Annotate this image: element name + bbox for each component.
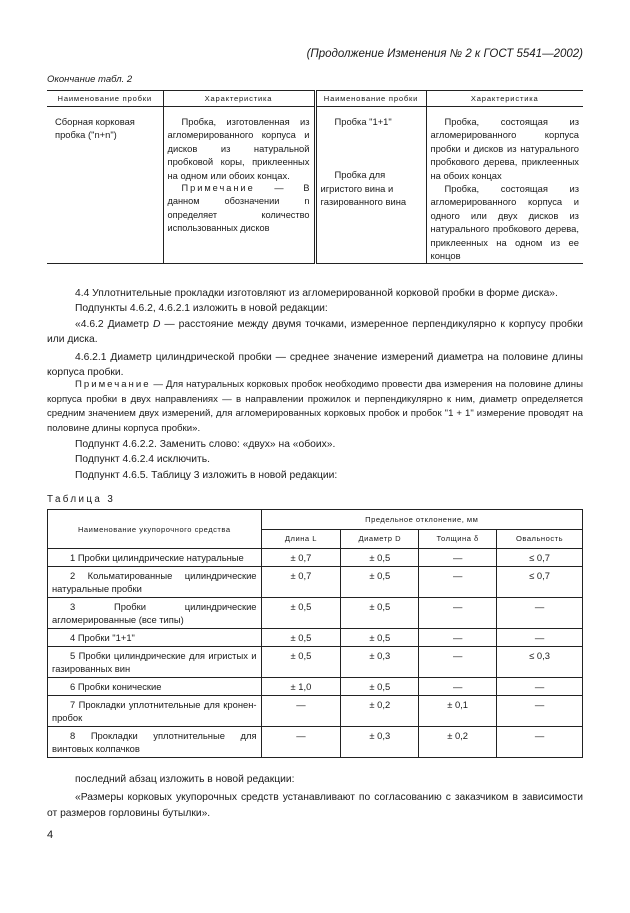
- note-paragraph: [47, 378, 583, 436]
- table3-cell-l: ± 1,0: [261, 678, 341, 696]
- table3-cell-o: —: [497, 598, 583, 629]
- table-row: [48, 696, 583, 727]
- table3-cell-t: —: [419, 647, 497, 678]
- table3-cell-o: —: [497, 678, 583, 696]
- table3-cell-o: —: [497, 696, 583, 727]
- table3-header-col: Толщина δ: [419, 529, 497, 549]
- table-3: [47, 509, 583, 758]
- table3-cell-t: —: [419, 549, 497, 567]
- table3-cell-l: ± 0,5: [261, 647, 341, 678]
- table3-cell-o: —: [497, 629, 583, 647]
- table3-cell-d: ± 0,3: [341, 727, 419, 758]
- table3-cell-name: 1 Пробки цилиндрические натуральные: [48, 549, 262, 567]
- paragraph: Подпункт 4.6.2.4 исключить.: [75, 454, 210, 466]
- table3-cell-l: ± 0,5: [261, 598, 341, 629]
- table3-cell-d: ± 0,2: [341, 696, 419, 727]
- note-label: Примечание: [181, 183, 255, 194]
- table3-cell-l: ± 0,7: [261, 549, 341, 567]
- table-row: [48, 598, 583, 629]
- table3-cell-d: ± 0,5: [341, 678, 419, 696]
- table3-cell-t: —: [419, 629, 497, 647]
- continuation-header: (Продолжение Изменения № 2 к ГОСТ 5541—2002): [306, 48, 583, 60]
- table3-cell-l: —: [261, 727, 341, 758]
- table3-cell-l: ± 0,7: [261, 567, 341, 598]
- table3-cell-name: 6 Пробки конические: [48, 678, 262, 696]
- desc-left-text: Пробка, изготовленная из агломерированного корпуса и дисков из натуральной пробковой коры, приклеенных на одном или обоих концах.: [167, 116, 310, 181]
- table-row: [48, 647, 583, 678]
- table2-header: Наименование пробки: [315, 91, 426, 107]
- table-row: [48, 629, 583, 647]
- table-row: [48, 567, 583, 598]
- table3-cell-name: 5 Пробки цилиндрические для игристых и газированных вин: [48, 647, 262, 678]
- table3-header-name: Наименование укупорочного средства: [48, 510, 262, 549]
- table3-cell-t: ± 0,2: [419, 727, 497, 758]
- note-text: — Для натуральных корковых пробок необходимо провести два измерения на половине длины корпуса пробки в двух направлениях — в направлении прожилок и перпендикулярно к ним, диаметр определяется средним значением двух измерений, для агломерированных корковых пробок и пробок "1 + 1" измерение проводят на половине длины корпуса пробки».: [47, 379, 583, 434]
- table3-cell-o: ≤ 0,7: [497, 549, 583, 567]
- table3-cell-t: ± 0,1: [419, 696, 497, 727]
- page-number: 4: [47, 829, 54, 841]
- table2-caption: Окончание табл. 2: [47, 74, 133, 85]
- table3-cell-name: 3 Пробки цилиндрические агломерированные (все типы): [48, 598, 262, 629]
- table2-cell-desc-right: [426, 107, 583, 264]
- paragraph: Подпункты 4.6.2, 4.6.2.1 изложить в новой редакции:: [75, 303, 328, 315]
- body-text: [47, 286, 583, 380]
- table3-cell-d: ± 0,5: [341, 567, 419, 598]
- table3-cell-o: ≤ 0,7: [497, 567, 583, 598]
- desc-right-1: Пробка, состоящая из агломерированного корпуса пробки и дисков из натурального пробкового дерева, приклеенных на обоих концах: [430, 116, 579, 181]
- paragraph: [47, 317, 583, 348]
- table3-cell-d: ± 0,3: [341, 647, 419, 678]
- table3-cell-name: 7 Прокладки уплотнительные для кронен-пробок: [48, 696, 262, 727]
- table-2: [47, 90, 583, 264]
- paragraph: последний абзац изложить в новой редакции:: [75, 774, 295, 785]
- paragraph: Подпункт 4.6.5. Таблицу 3 изложить в новой редакции:: [75, 469, 338, 481]
- table3-caption: Таблица 3: [47, 494, 116, 505]
- desc-left-note: [168, 182, 310, 236]
- table2-cell-desc-left: [163, 107, 315, 264]
- table3-cell-name: 2 Кольматированные цилиндрические натуральные пробки: [48, 567, 262, 598]
- table3-cell-name: 4 Пробки "1+1": [48, 629, 262, 647]
- name-right-2: Пробка для игристого вина и газированного вина: [320, 169, 407, 208]
- paragraph: 4.6.2.1 Диаметр цилиндрической пробки — среднее значение измерений диаметра на половине длины корпуса пробки.: [47, 351, 583, 379]
- p3-part: «4.6.2 Диаметр: [75, 318, 153, 330]
- table3-cell-t: —: [419, 678, 497, 696]
- table3-cell-o: —: [497, 727, 583, 758]
- table-row: [48, 727, 583, 758]
- table3-header-group: Предельное отклонение, мм: [261, 510, 582, 530]
- table2-cell-name-left: Сборная корковая пробка ("n+n"): [55, 116, 135, 141]
- table-row: [48, 678, 583, 696]
- table3-cell-t: —: [419, 567, 497, 598]
- variable-d: D: [152, 318, 161, 330]
- table2-cell-name-right: [315, 107, 426, 264]
- table3-cell-t: —: [419, 598, 497, 629]
- table-row: [48, 549, 583, 567]
- table2-header: Наименование пробки: [47, 91, 163, 107]
- table3-cell-l: ± 0,5: [261, 629, 341, 647]
- table3-cell-d: ± 0,5: [341, 549, 419, 567]
- body-text-2: [47, 437, 583, 483]
- paragraph: Подпункт 4.6.2.2. Заменить слово: «двух» на «обоих».: [75, 439, 336, 450]
- paragraph: 4.4 Уплотнительные прокладки изготовляют из агломерированной корковой пробки в форме диска».: [75, 288, 558, 299]
- table3-cell-l: —: [261, 696, 341, 727]
- table3-header-col: Овальность: [497, 529, 583, 549]
- paragraph: «Размеры корковых укупорочных средств устанавливают по согласованию с заказчиком в зависимости от размеров горловины бутылки».: [47, 792, 583, 819]
- table2-header: Характеристика: [426, 91, 583, 107]
- table3-header-col: Длина L: [261, 529, 341, 549]
- table3-cell-o: ≤ 0,3: [497, 647, 583, 678]
- name-right-1: Пробка "1+1": [334, 116, 392, 127]
- note-label: Примечание: [75, 379, 151, 390]
- table3-cell-name: 8 Прокладки уплотнительные для винтовых колпачков: [48, 727, 262, 758]
- table2-header: Характеристика: [163, 91, 315, 107]
- body-text-3: [47, 772, 583, 821]
- table3-cell-d: ± 0,5: [341, 629, 419, 647]
- desc-right-2: Пробка, состоящая из агломерированного корпуса и одного или двух дисков из натурального пробкового дерева, приклеенных на одном из ее концов: [430, 183, 579, 262]
- p3-part: — расстояние между двумя точками, измеренное перпендикулярно к корпусу пробки или диска.: [47, 318, 583, 346]
- table3-cell-d: ± 0,5: [341, 598, 419, 629]
- note-text: — В данном обозначении n определяет количество использованных дисков: [167, 183, 310, 234]
- table3-header-col: Диаметр D: [341, 529, 419, 549]
